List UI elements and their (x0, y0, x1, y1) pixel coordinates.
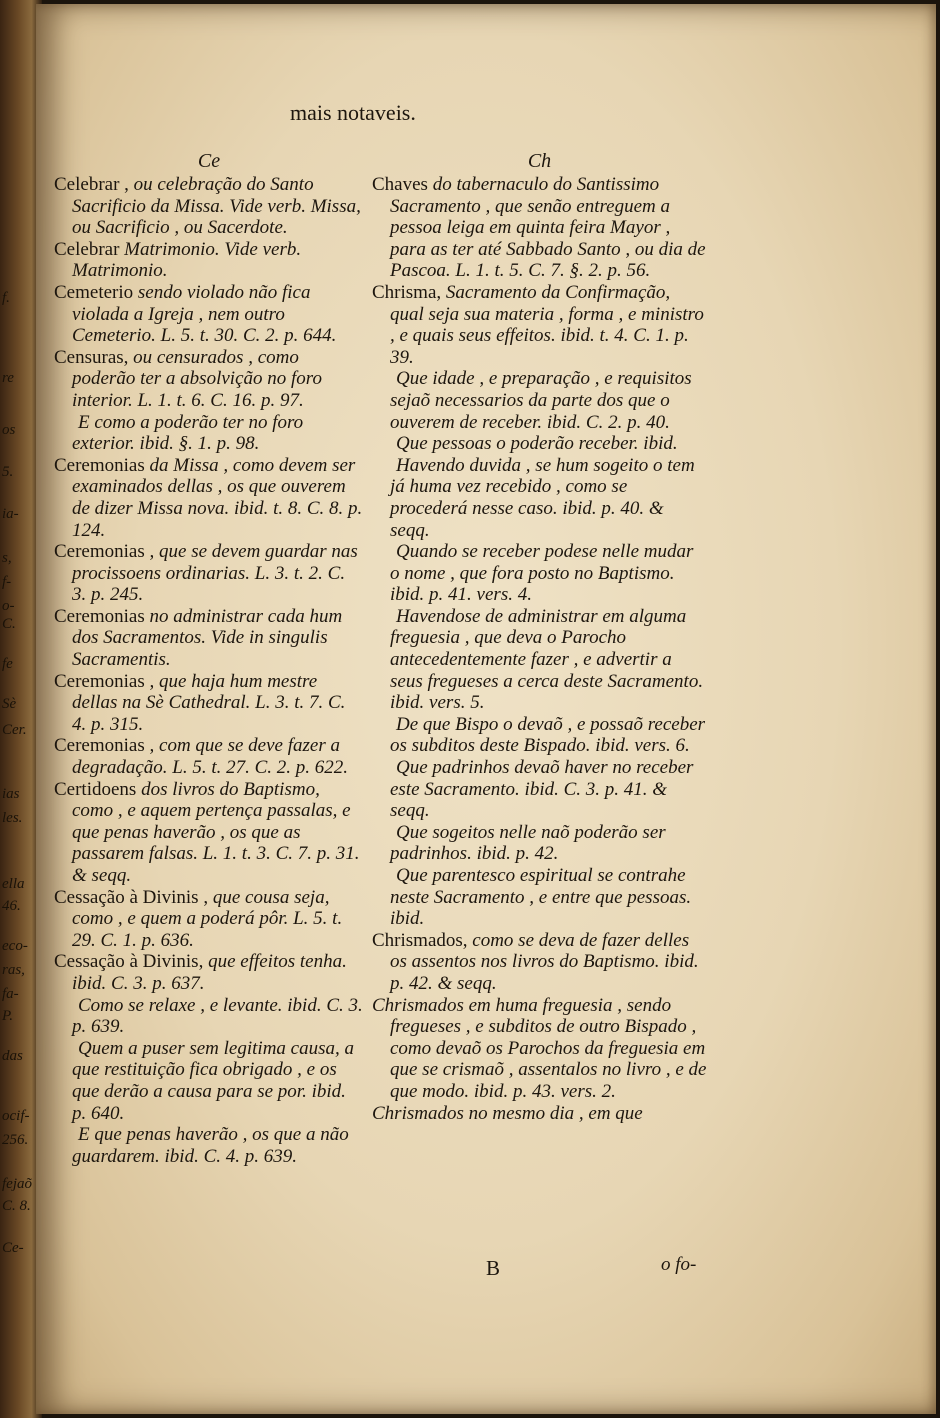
index-entry (372, 930, 707, 995)
entry-text: Que sogeitos nelle naõ poderão ser padrinhos. ibid. p. 42. (390, 821, 666, 865)
index-subentry (372, 714, 707, 757)
entry-text: sendo violado não fica violada a Igreja , nem outro Cemeterio. L. 5. t. 30. C. 2. p. 644. (72, 281, 337, 347)
entry-text: no administrar cada hum dos Sacramentos. Vide in singulis Sacramentis. (72, 605, 343, 671)
entry-text: que effeitos tenha. ibid. C. 3. p. 637. (72, 951, 347, 994)
index-subentry (372, 368, 707, 433)
prev-fragment: os (2, 422, 16, 438)
entry-text: como se deva de fazer delles os assentos nos livros do Baptismo. ibid. p. 42. & seqq. (390, 929, 699, 994)
prev-fragment: ias (2, 786, 20, 802)
index-entry (54, 951, 364, 994)
index-entry (54, 779, 364, 887)
index-entry (54, 282, 364, 347)
entry-text: Havendo duvida , se hum sogeito o tem já huma vez recebido , como se procederá nesse caso. ibid. p. 40. & seqq. (390, 454, 695, 541)
entry-text: Que idade , e preparação , e requisitos sejaõ necessarios da parte dos que o ouverem de receber. ibid. C. 2. p. 40. (390, 368, 692, 433)
entry-text: Chrismados no mesmo dia , em que (372, 1102, 643, 1124)
index-subentry (372, 433, 707, 455)
index-entry (54, 606, 364, 671)
entry-text: Que parentesco espiritual se contrahe neste Sacramento , e entre que pessoas. ibid. (390, 865, 692, 930)
prev-fragment: fejaõ (2, 1176, 32, 1192)
prev-fragment: les. (2, 810, 23, 826)
entry-text: , com que se deve fazer a degradação. L. 5. t. 27. C. 2. p. 622. (72, 735, 349, 779)
prev-fragment: Ce- (2, 1240, 24, 1256)
prev-fragment: Cer. (2, 722, 27, 738)
entry-text: E que penas haverão , os que a não guardarem. ibid. C. 4. p. 639. (72, 1124, 349, 1167)
index-entry (54, 347, 364, 412)
entry-text: Que pessoas o poderão receber. ibid. (396, 433, 678, 455)
prev-fragment: fa- (2, 986, 19, 1002)
prev-fragment: P. (2, 1008, 13, 1024)
left-entries (54, 174, 364, 1167)
index-entry (372, 995, 707, 1103)
left-column (54, 148, 364, 1167)
index-entry (54, 735, 364, 778)
entry-text: ou celebração do Santo Sacrificio da Missa. Vide verb. Missa, ou Sacrificio , ou Sacerdote. (72, 174, 361, 239)
right-column (372, 148, 707, 1124)
prev-fragment: eco- (2, 938, 28, 954)
entry-headword: Censuras, (54, 346, 134, 368)
running-head: mais notaveis. (290, 100, 416, 125)
index-entry (372, 1103, 707, 1125)
entry-text: Sacramento da Confirmação, qual seja sua materia , forma , e ministro , e quais seus effeitos. ibid. t. 4. C. 1. p. 39. (390, 281, 704, 368)
index-subentry (372, 606, 707, 714)
prev-fragment: das (2, 1048, 23, 1064)
entry-text: , que haja hum mestre dellas na Sè Cathedral. L. 3. t. 7. C. 4. p. 315. (72, 670, 346, 735)
index-subentry (54, 995, 364, 1038)
entry-headword: Ceremonias (54, 541, 150, 563)
entry-text: , que se devem guardar nas procissoens ordinarias. L. 3. t. 2. C. 3. p. 245. (72, 541, 358, 606)
section-head-ce: Ce (197, 150, 221, 172)
prev-fragment: 46. (2, 898, 21, 914)
prev-fragment: o- (2, 598, 15, 614)
entry-text: Havendose de administrar em alguma freguesia , que deva o Parocho antecedentemente fazer , e advertir a seus fregueses a cerca deste Sacramento. ibid. vers. 5. (390, 605, 704, 714)
index-subentry (54, 1038, 364, 1124)
catchword: o fo- (661, 1254, 697, 1275)
index-entry (372, 282, 707, 368)
entry-text: Quem a puser sem legitima causa, a que restituição fica obrigado , e os que derão a causa para se por. ibid. p. 640. (72, 1037, 354, 1124)
prev-fragment: ocif- (2, 1108, 30, 1124)
index-subentry (372, 865, 707, 930)
entry-text: da Missa , como devem ser examinados dellas , os que ouverem de dizer Missa nova. ibid. t. 8. C. 8. p. 124. (72, 454, 363, 541)
entry-text: E como a poderão ter no foro exterior. ibid. §. 1. p. 98. (72, 411, 304, 455)
entry-headword: Chaves (372, 174, 433, 195)
index-subentry (372, 757, 707, 822)
prev-fragment: f. (2, 290, 10, 306)
index-entry (54, 541, 364, 606)
prev-fragment: C. 8. (2, 1198, 31, 1214)
index-entry (54, 239, 364, 282)
prev-fragment: ella (2, 876, 25, 892)
signature-mark: B (486, 1256, 501, 1280)
entry-text: De que Bispo o devaõ , e possaõ receber os subditos deste Bispado. ibid. vers. 6. (390, 713, 706, 757)
index-entry (54, 671, 364, 736)
index-entry (54, 887, 364, 952)
prev-fragment: Sè (2, 696, 17, 712)
entry-text: dos livros do Baptismo, como , e aquem pertença passalas, e que penas haverão , os que as passarem falsas. L. 1. t. 3. C. 7. p. 31. & seqq. (72, 778, 360, 886)
index-subentry (372, 455, 707, 541)
entry-headword: Cessação à Divinis , (54, 886, 213, 908)
entry-headword: Cessação à Divinis, (54, 951, 209, 973)
entry-text: do tabernaculo do Santissimo Sacramento , que senão entreguem a pessoa leiga em quinta feira Mayor , para as ter até Sabbado Santo , ou dia de Pascoa. L. 1. t. 5. C. 7. §. 2. p. 56. (390, 174, 706, 282)
prev-fragment: s, (2, 550, 12, 566)
entry-headword: Cemeterio (54, 281, 138, 303)
entry-headword: Ceremonias (54, 670, 150, 692)
entry-headword: Chrisma, (372, 281, 446, 303)
entry-text: ou censurados , como poderão ter a absolvição no foro interior. L. 1. t. 6. C. 16. p. 97. (72, 346, 322, 411)
entry-text: Chrismados em huma freguesia , sendo fregueses , e subditos de outro Bispado , como devaõ os Parochos da freguesia em que se crismaõ , assentalos no livro , e de que modo. ibid. p. 43. vers. 2. (372, 994, 707, 1102)
prev-fragment: f- (2, 574, 12, 590)
index-subentry (372, 541, 707, 606)
entry-headword: Ceremonias (54, 454, 150, 476)
section-head-ch: Ch (527, 150, 552, 172)
entry-headword: Ceremonias (54, 735, 150, 757)
entry-headword: Celebrar (54, 238, 125, 260)
index-entry (54, 174, 364, 239)
index-entry (372, 174, 707, 282)
index-subentry (54, 412, 364, 455)
prev-fragment: C. (2, 616, 16, 632)
entry-headword: Certidoens (54, 778, 142, 800)
entry-headword: Celebrar , (54, 174, 134, 195)
index-entry (54, 455, 364, 541)
prev-fragment: 5. (2, 464, 14, 480)
entry-text: Que padrinhos devaõ haver no receber este Sacramento. ibid. C. 3. p. 41. & seqq. (390, 757, 694, 822)
prev-fragment: re (2, 370, 14, 386)
entry-text: que cousa seja, como , e quem a poderá pôr. L. 5. t. 29. C. 1. p. 636. (72, 886, 343, 951)
right-entries (372, 174, 707, 1124)
entry-text: Matrimonio. Vide verb. Matrimonio. (72, 238, 302, 282)
index-subentry (372, 822, 707, 865)
prev-fragment: ia- (2, 506, 19, 522)
entry-text: Quando se receber podese nelle mudar o nome , que fora posto no Baptismo. ibid. p. 41. vers. 4. (390, 541, 694, 606)
prev-fragment: fe (2, 656, 13, 672)
entry-headword: Ceremonias (54, 605, 150, 627)
entry-text: Como se relaxe , e levante. ibid. C. 3. p. 639. (72, 994, 363, 1038)
entry-headword: Chrismados, (372, 929, 473, 951)
prev-fragment: 256. (2, 1132, 29, 1148)
prev-fragment: ras, (2, 962, 25, 978)
index-subentry (54, 1124, 364, 1167)
